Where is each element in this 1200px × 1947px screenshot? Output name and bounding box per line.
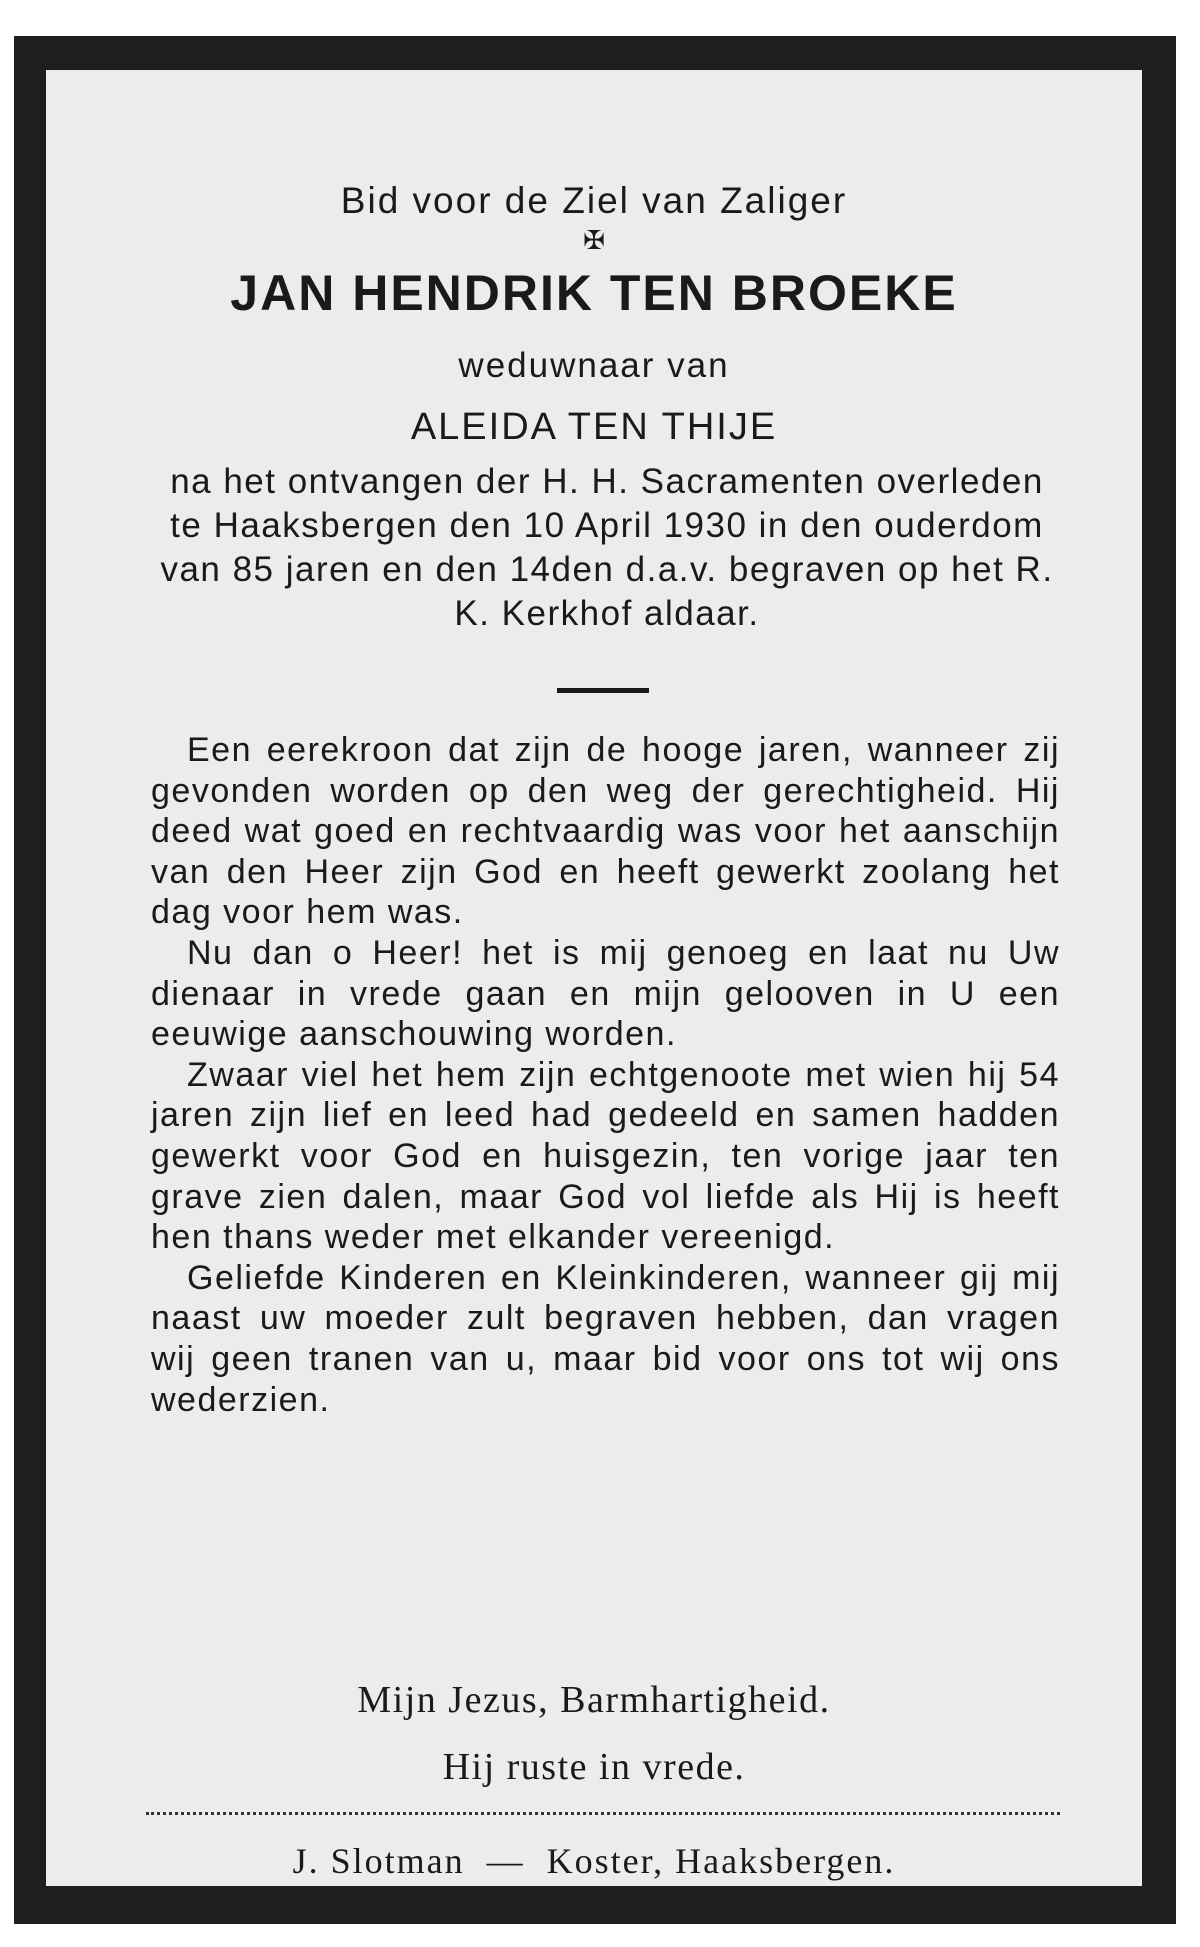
- mourning-card-border: [14, 36, 1176, 1924]
- dotted-divider: [146, 1812, 1060, 1815]
- memorial-text: [151, 730, 1060, 1420]
- cross-symbol: ✠: [583, 225, 605, 255]
- printer-separator: —: [486, 1841, 525, 1881]
- relation-line: weduwnaar van: [458, 346, 730, 385]
- memorial-paragraph: Zwaar viel het hem zijn echtgenoote met wien hij 54 jaren zijn lief en leed had gedeeld en samen hadden gewerkt voor God en huisgezin, ten vorige jaar ten grave zien dalen, maar God vol liefde als Hij is heeft hen thans weder met elkander vereenigd.: [151, 1055, 1060, 1257]
- prayer-rest: Hij ruste in vrede.: [442, 1746, 746, 1788]
- memorial-paragraph: Een eerekroon dat zijn de hooge jaren, wanneer zij gevonden worden op den weg der gerechtigheid. Hij deed wat goed en rechtvaardig was voor het aanschijn van den Heer zijn God en heeft gewerkt zoolang het dag voor hem was.: [151, 731, 1060, 932]
- pray-line: Bid voor de Ziel van Zaliger: [340, 180, 848, 221]
- printer-place: Koster, Haaksbergen.: [546, 1841, 896, 1881]
- mourning-card: [46, 70, 1142, 1886]
- memorial-paragraph: Nu dan o Heer! het is mij genoeg en laat nu Uw dienaar in vrede gaan en mijn gelooven in U een eeuwige aanschouwing worden.: [151, 933, 1060, 1054]
- prayer-mercy: Mijn Jezus, Barmhartigheid.: [357, 1679, 831, 1721]
- deceased-name: JAN HENDRIK TEN BROEKE: [230, 265, 958, 321]
- death-notice: na het ontvangen der H. H. Sacramenten overleden te Haaksbergen den 10 April 1930 in den ouderdom van 85 jaren en den 14den d.a.v. begraven op het R. K. Kerkhof aldaar.: [160, 462, 1054, 633]
- printer-line: [46, 1840, 1142, 1882]
- printer-name: J. Slotman: [292, 1841, 465, 1881]
- divider-rule: [557, 688, 649, 693]
- spouse-name: ALEIDA TEN THIJE: [410, 406, 778, 448]
- memorial-paragraph: Geliefde Kinderen en Kleinkinderen, wanneer gij mij naast uw moeder zult begraven hebben, dan vragen wij geen tranen van u, maar bid voor ons tot wij ons wederzien.: [151, 1258, 1060, 1419]
